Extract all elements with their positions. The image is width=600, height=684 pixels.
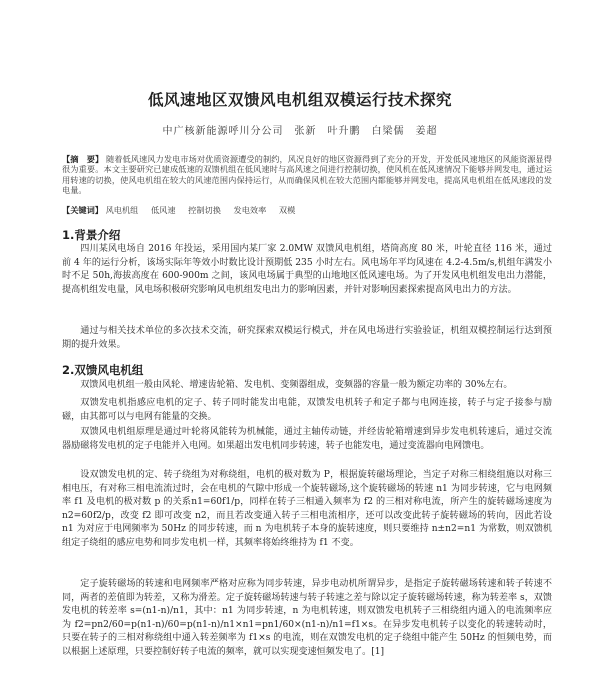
paragraph: 定子旋转磁场的转速和电网频率严格对应称为同步转速，异步电动机所谓异步，是指定子旋转磁场转速和转子转速不同，两者的差值即为转差，又称为滑差。定子旋转磁场转速与转子转速之差与除以定子旋转磁场转速，称为转差率 s，双馈发电机的转差率 s=(n1-n)/n1，其中：n1 为同步转速，n 为电机转速，则双馈发电机转子三相绕组内通入的电流频率应为 f2=pn2/60=p(n1-n)/60=p(n1-n)/n1×n1=pn1/60×(n1-n)/n1=f1×s。在异步发电机转子以变化的转速转动时，只要在转子的三相对称绕组中通入转差频率为 f1×s 的电流，则在双馈发电机的定子绕组中能产生 50Hz 的恒频电势，而以根据上述原理，只要控制好转子电流的频率，就可以实现变速恒频发电了。[1]	[62, 579, 552, 657]
paragraph: 通过与相关技术单位的多次技术交流，研究探索双模运行模式，并在风电场进行实验验证，机组双模控制运行达到预期的提升效果。	[62, 326, 552, 350]
paragraph: 双馈风电机组一般由风轮、增速齿轮箱、发电机、变频器组成，变频器的容量一般为额定功率的 30%左右。	[80, 380, 513, 390]
section-heading: 2.双馈风电机组	[62, 363, 144, 377]
keyword: 发电效率	[233, 205, 267, 215]
keyword: 低风速	[150, 205, 176, 215]
paragraph: 四川某风电场自 2016 年投运，采用国内某厂家 2.0MW 双馈风电机组，塔筒高度 80 米，叶轮直径 116 米，通过前 4 年的运行分析，该场实际年等效小时数比设计预期低 235 小时左右。风电场年平均风速在 4.2-4.5m/s,机组年满发小时不足 50h,海拔高度在 600-900m 之间，该风电场属于典型的山地地区低风速电场。为了开发风电机组发电出力潜能，提高机组发电量，风电场积极研究影响风电机组发电出力的影响因素，并针对影响因素探索提高风电出力的方法。	[62, 244, 552, 295]
paper-authors: 中广核新能源呼川分公司 张新 叶升鹏 白梁儒 姜超	[162, 126, 438, 137]
paragraph: 双馈风电机组原理是通过叶轮将风能转为机械能，通过主轴传动链，并经齿轮箱增速到异步发电机转速后，通过交流器励磁将发电机的定子电能并入电网。如果超出发电机同步转速，转子也能发电，通过变流器向电网馈电。	[62, 427, 552, 451]
keyword: 风电机组	[105, 205, 139, 215]
keywords-label: 【关键词】	[62, 205, 103, 215]
keywords	[62, 205, 552, 216]
section-heading: 1.背景介绍	[62, 228, 121, 242]
abstract	[62, 154, 552, 196]
keyword: 双模	[278, 205, 296, 215]
paragraph: 双馈发电机指感应电机的定子、转子同时能发出电能，双馈发电机转子和定子都与电网连接，转子与定子接参与励磁，由其都可以与电网有能量的交换。	[62, 398, 552, 422]
paragraph: 设双馈发电机的定、转子绕组为对称绕组，电机的极对数为 P，根据旋转磁场理论，当定子对称三相绕组施以对称三相电压，有对称三相电流流过时，会在电机的气隙中形成一个旋转磁场,这个旋转磁场的转速 n1 为同步转速，它与电网频率 f1 及电机的极对数 p 的关系n1=60f1/p，同样在转子三相通入频率为 f2 的三相对称电流，所产生的旋转磁场速度为 n2=60f2/p，改变 f2 即可改变 n2，而且若改变通入转子三相电流相序，还可以改变此转子旋转磁场的转向，因此若设 n1 为对应于电网频率为 50Hz 的同步转速，而 n 为电机转子本身的旋转速度，则只要维持 n±n2=n1 为常数，则双馈机组定子绕组的感应电势和同步发电机一样，其频率将始终维持为 f1 不变。	[62, 470, 552, 548]
paper-title: 低风速地区双馈风电机组双模运行技术探究	[147, 91, 452, 109]
abstract-label: 【摘 要】	[62, 154, 104, 164]
keyword: 控制切换	[188, 205, 221, 215]
abstract-text: 随着低风速风力发电市场对优质资源遭受的制约，风况良好的地区资源得到了充分的开发，开发低风速地区的风能资源显得很为重要。本文主要研究已建成低速的双馈机组在低风速时与高风速之间进行控制切换，使风机在低风速情况下能够并网发电，通过运用转速的切换，使风电机组在较大的风速范围内保持运行，从而确保风机在较大范围内都能够并网发电，提高风电机组在低风速段的发电量。	[62, 154, 552, 196]
